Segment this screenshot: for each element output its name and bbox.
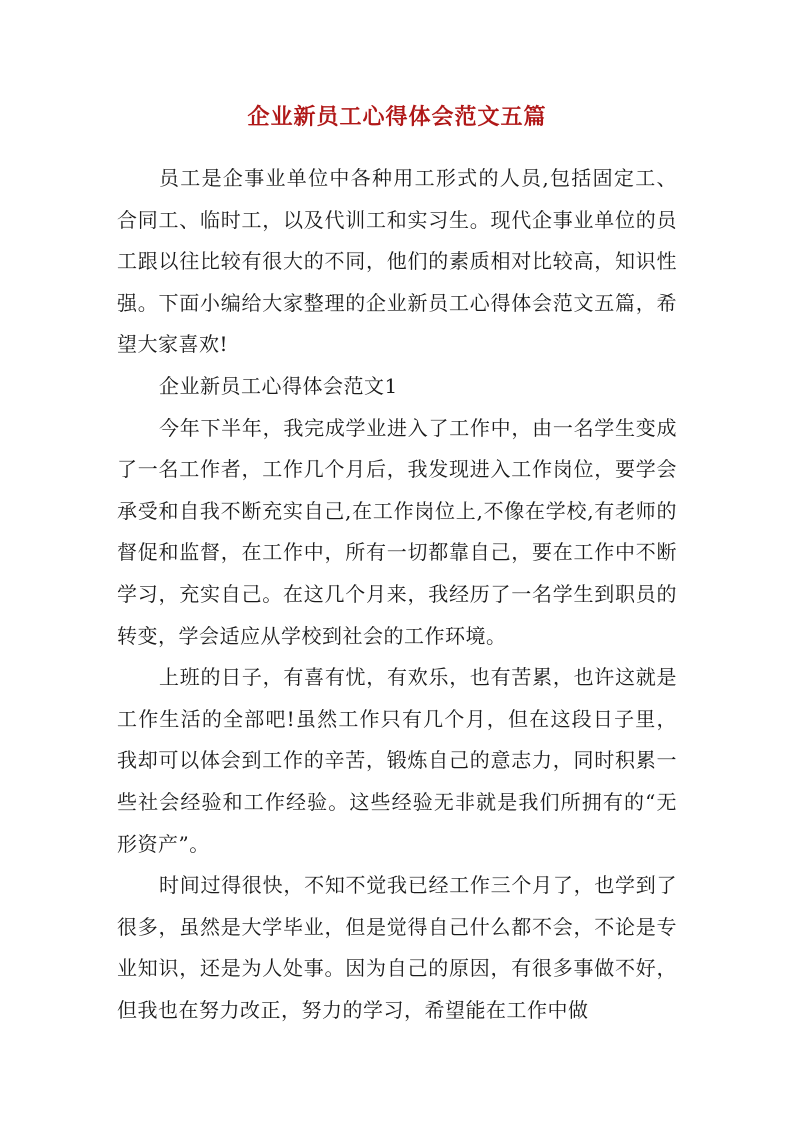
- section-heading: 企业新员工心得体会范文1: [159, 373, 398, 398]
- body-paragraph: 时间过得很快，不知不觉我已经工作三个月了，也学到了很多，虽然是大学毕业，但是觉得自己什么都不会，不论是专业知识，还是为人处事。因为自己的原因，有很多事做不好，但我也在努力改正，努力的学习，希望能在工作中做: [117, 873, 677, 1022]
- body-paragraph: 今年下半年，我完成学业进入了工作中，由一名学生变成了一名工作者，工作几个月后，我发现进入工作岗位，要学会承受和自我不断充实自己,在工作岗位上,不像在学校,有老师的督促和监督，在工作中，所有一切都靠自己，要在工作中不断学习，充实自己。在这几个月来，我经历了一名学生到职员的转变，学会适应从学校到社会的工作环境。: [117, 415, 677, 648]
- body-paragraph: 上班的日子，有喜有忧，有欢乐，也有苦累，也许这就是工作生活的全部吧!虽然工作只有几个月，但在这段日子里，我却可以体会到工作的辛苦，锻炼自己的意志力，同时积累一些社会经验和工作经验。这些经验无非就是我们所拥有的“无形资产”。: [117, 665, 677, 856]
- document-title: 企业新员工心得体会范文五篇: [247, 104, 547, 130]
- intro-paragraph: 员工是企事业单位中各种用工形式的人员,包括固定工、合同工、临时工，以及代训工和实习生。现代企事业单位的员工跟以往比较有很大的不同，他们的素质相对比较高，知识性强。下面小编给大家整理的企业新员工心得体会范文五篇，希望大家喜欢!: [117, 166, 677, 357]
- document-body: [117, 158, 677, 1031]
